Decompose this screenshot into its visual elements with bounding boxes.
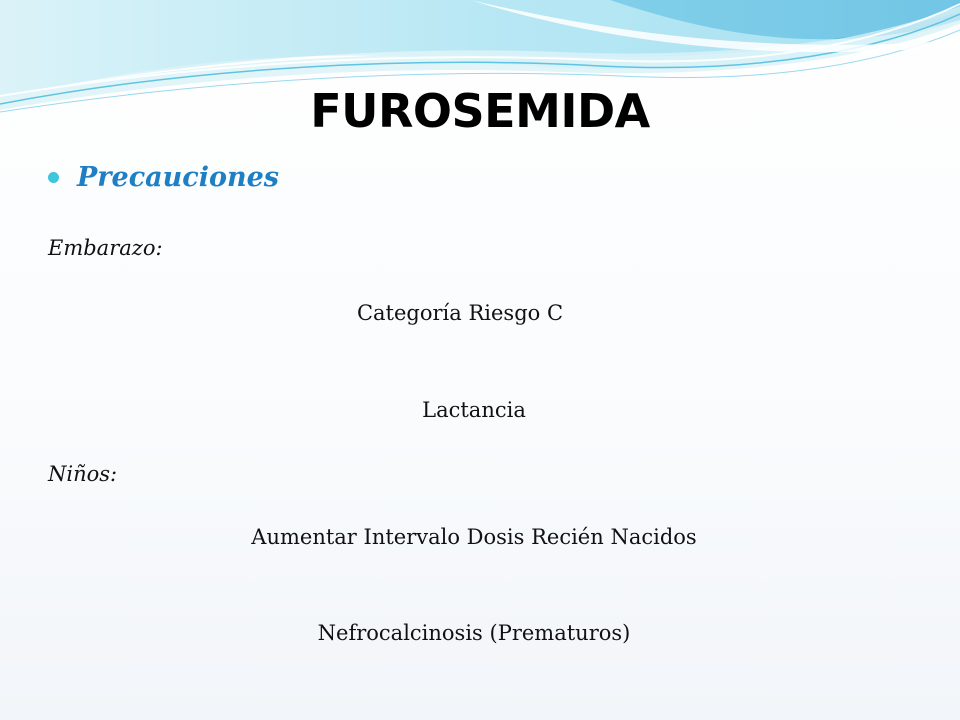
line-lactation: Lactancia bbox=[422, 398, 526, 422]
slide-title: FUROSEMIDA bbox=[310, 84, 650, 138]
bullet-heading: Precauciones bbox=[77, 162, 279, 193]
label-pregnancy: Embarazo: bbox=[48, 236, 163, 260]
bullet-dot-icon bbox=[48, 172, 59, 183]
line-nephrocalcinosis: Nefrocalcinosis (Prematuros) bbox=[317, 621, 631, 645]
line-risk-category: Categoría Riesgo C bbox=[356, 301, 564, 325]
label-children: Niños: bbox=[48, 462, 118, 486]
line-dose-interval: Aumentar Intervalo Dosis Recién Nacidos bbox=[251, 525, 697, 549]
bullet-item bbox=[48, 162, 279, 193]
